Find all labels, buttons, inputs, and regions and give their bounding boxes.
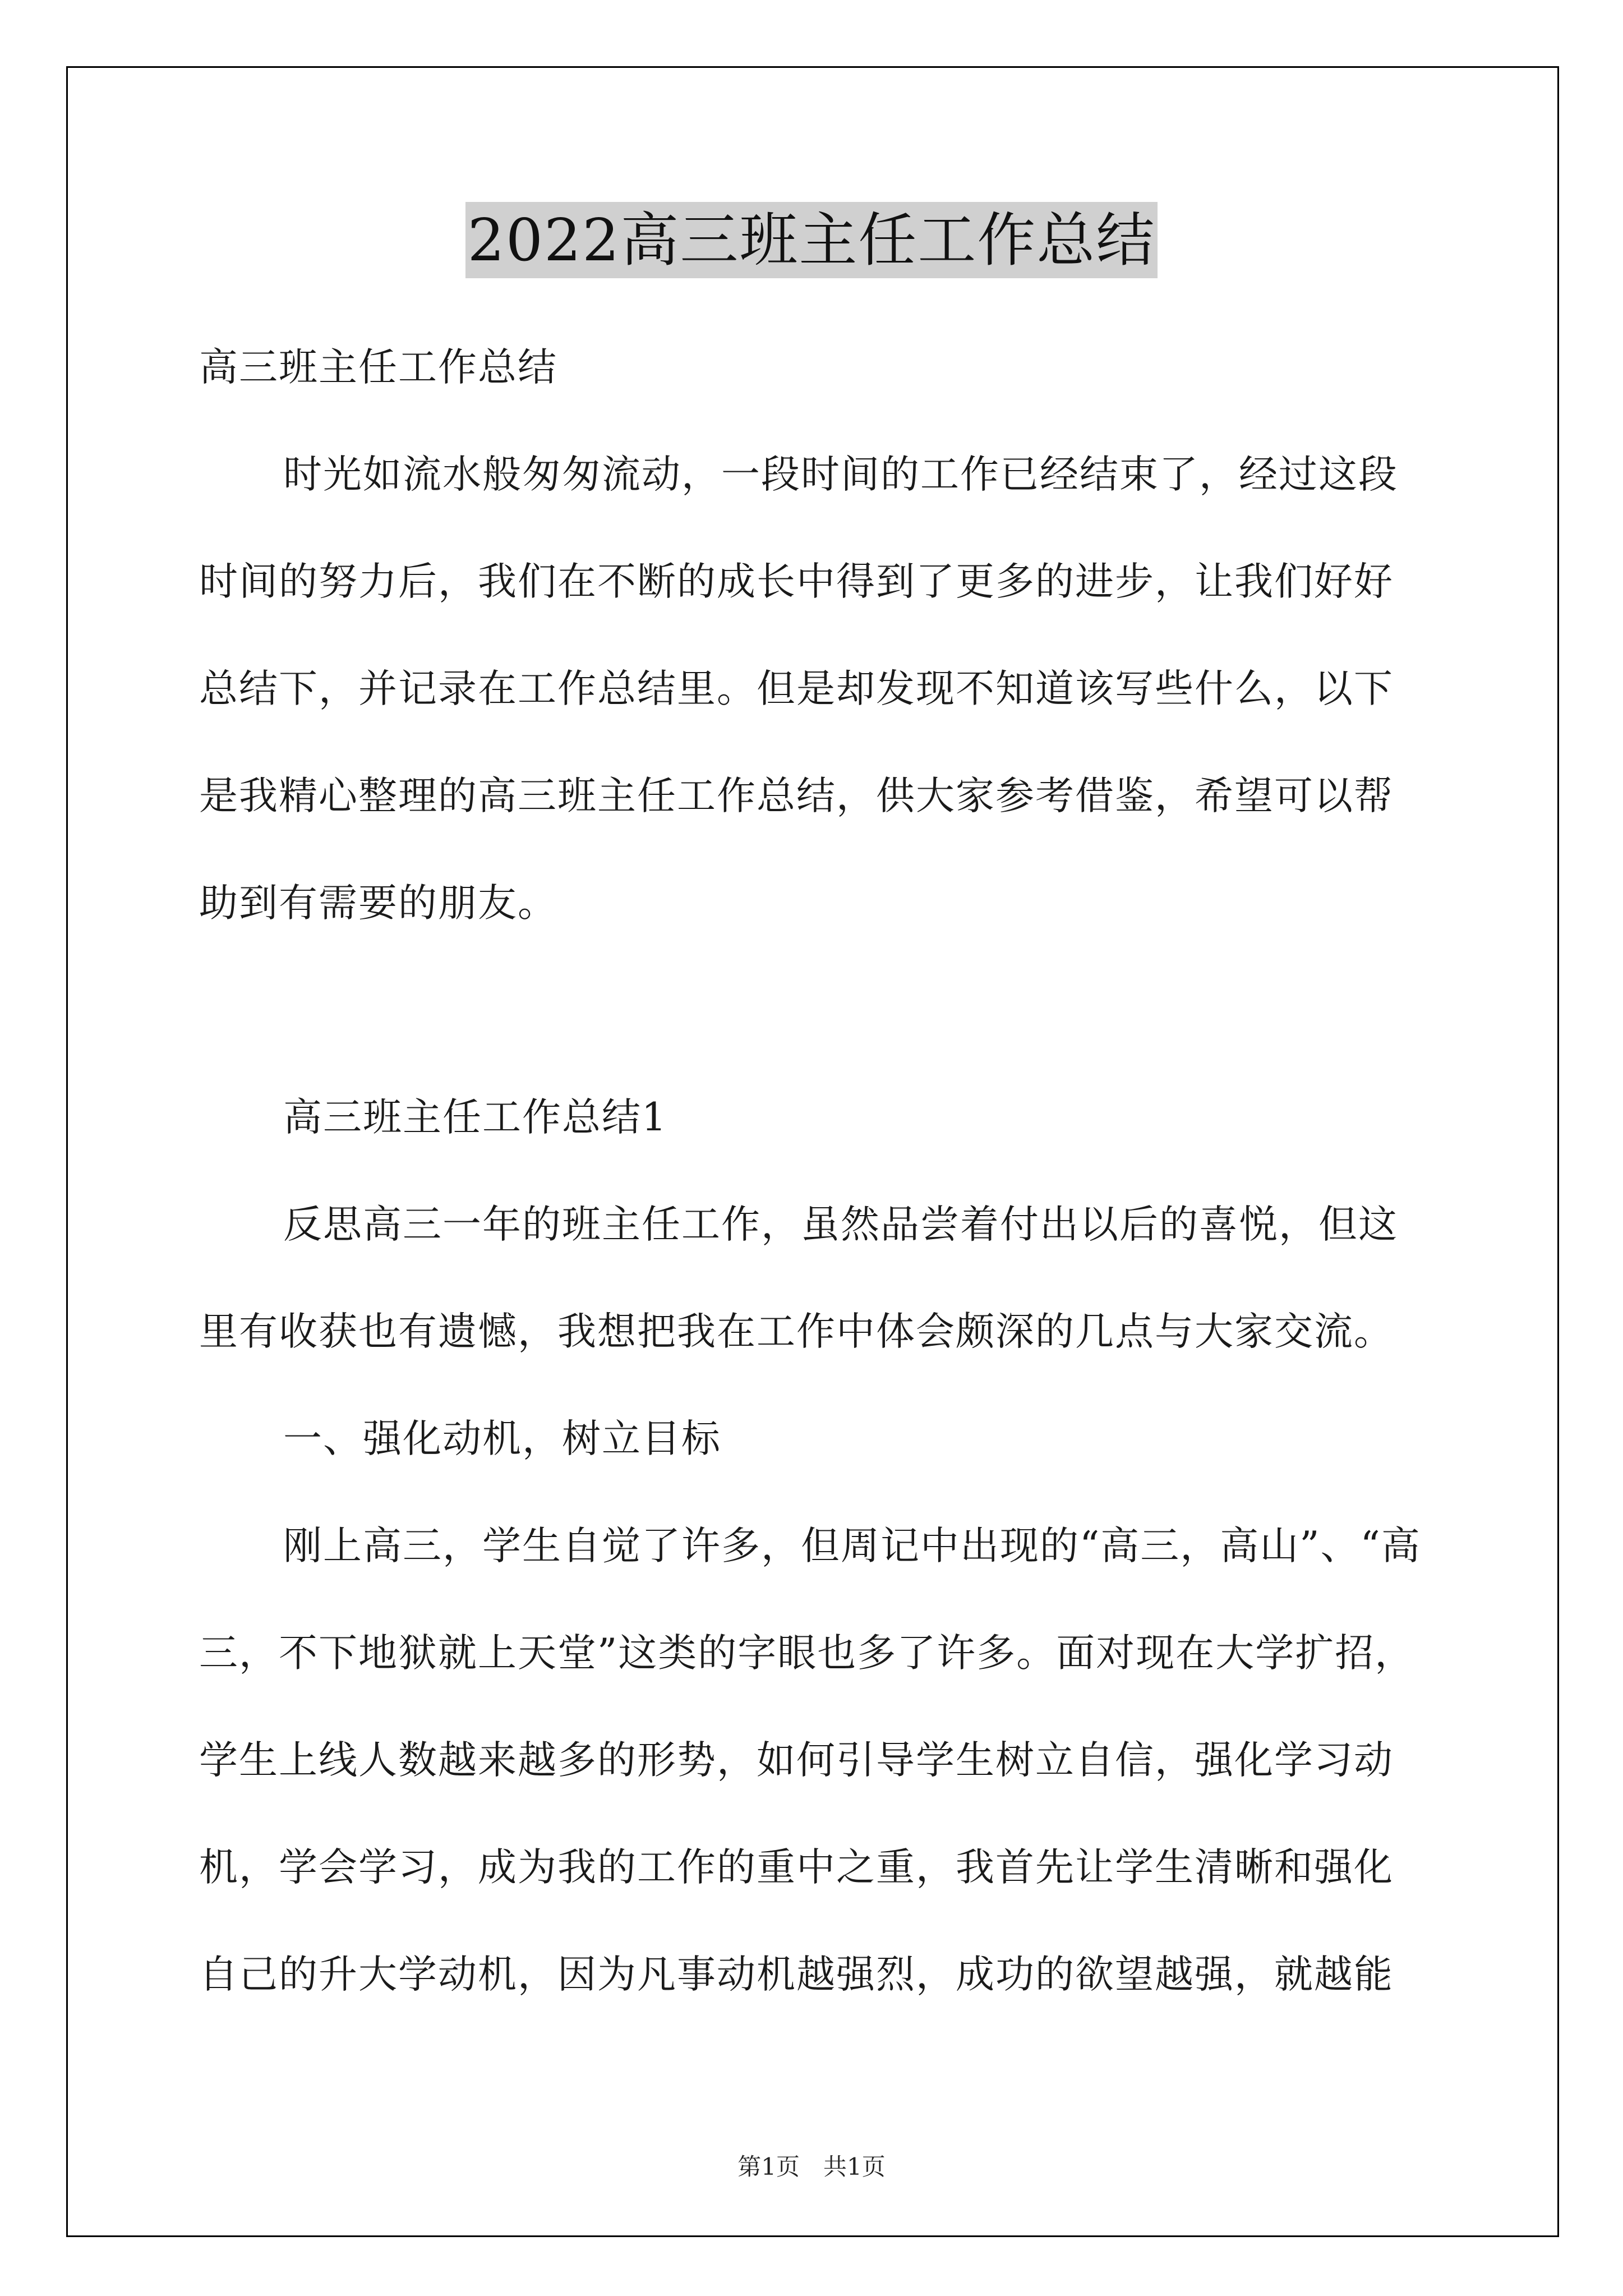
paragraph-line: 是我精心整理的高三班主任工作总结，供大家参考借鉴，希望可以帮 [199,774,1394,818]
paragraph-line: 总结下，并记录在工作总结里。但是却发现不知道该写些什么，以下 [199,666,1394,711]
paragraph-line: 三，不下地狱就上天堂”这类的字眼也多了许多。面对现在大学扩招， [199,1631,1415,1676]
document-body [199,314,1467,2028]
document-subtitle: 高三班主任工作总结 [199,345,557,390]
paragraph-line: 刚上高三，学生自觉了许多，但周记中出现的“高三，高山”、“高 [283,1524,1421,1568]
section-heading: 高三班主任工作总结1 [283,1095,667,1140]
paragraph-line: 机，学会学习，成为我的工作的重中之重，我首先让学生清晰和强化 [199,1845,1394,1890]
paragraph-line: 学生上线人数越来越多的形势，如何引导学生树立自信，强化学习动 [199,1738,1394,1783]
subsection-heading: 一、强化动机，树立目标 [283,1416,721,1461]
paragraph-line: 里有收获也有遗憾，我想把我在工作中体会颇深的几点与大家交流。 [199,1309,1394,1354]
blank-line [199,957,1467,1064]
paragraph-line: 反思高三一年的班主任工作，虽然品尝着付出以后的喜悦，但这 [283,1202,1398,1247]
page-footer: 第1页 共1页 [737,2153,886,2180]
document-title: 2022高三班主任工作总结 [465,202,1158,278]
paragraph-line: 时间的努力后，我们在不断的成长中得到了更多的进步，让我们好好 [199,559,1394,604]
paragraph-line: 时光如流水般匆匆流动，一段时间的工作已经结束了，经过这段 [283,452,1398,497]
title-container [0,202,1623,278]
paragraph-line: 自己的升大学动机，因为凡事动机越强烈，成功的欲望越强，就越能 [199,1952,1394,1997]
paragraph-line: 助到有需要的朋友。 [199,881,557,926]
